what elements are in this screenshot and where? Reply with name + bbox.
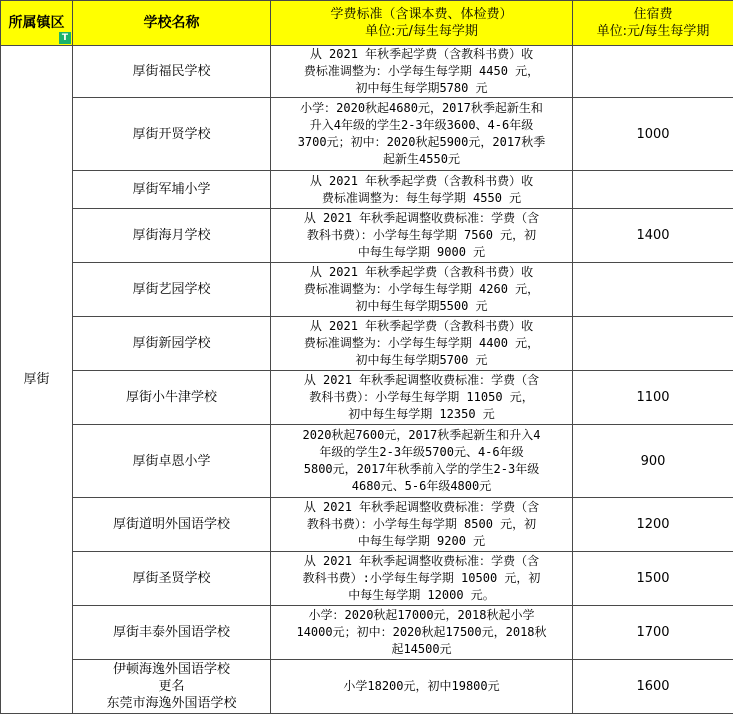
boarding-fee-cell: 900: [573, 425, 733, 498]
tuition-line: 小学18200元，初中19800元: [343, 679, 500, 693]
school-name-line: 东莞市海逸外国语学校: [106, 696, 237, 711]
school-name-cell: [73, 498, 271, 552]
tuition-cell: [271, 498, 573, 552]
tuition-cell: [271, 98, 573, 171]
district-cell: 厚街: [1, 46, 73, 714]
table-body: [1, 46, 733, 714]
tuition-line: 5800元，2017年秋季前入学的学生2-3年级: [303, 462, 540, 476]
tuition-line: 教科书费）：小学每生每学期 7560 元，初: [306, 228, 537, 242]
school-name-line: 厚街海月学校: [132, 228, 211, 243]
table-row: [1, 209, 733, 263]
tuition-cell: [271, 425, 573, 498]
school-name-cell: [73, 171, 271, 209]
district-header-label: 所属镇区: [8, 14, 65, 31]
tuition-line: 从 2021 年秋季起调整收费标准：学费（含: [303, 500, 540, 514]
boarding-fee-cell: 1400: [573, 209, 733, 263]
tuition-line: 初中每生每学期 12350 元: [348, 407, 495, 421]
tuition-line: 4680元、5-6年级4800元: [351, 479, 492, 493]
tuition-line: 从 2021 年秋季起调整收费标准：学费（含: [303, 554, 540, 568]
tuition-line: 初中每生每学期5700 元: [355, 353, 488, 367]
tuition-line: 费标准调整为：小学每生每学期 4450 元，: [303, 64, 540, 78]
tuition-cell: [271, 606, 573, 660]
tuition-cell: [271, 317, 573, 371]
tuition-line: 14000元；初中：2020秋起17500元，2018秋: [296, 625, 547, 639]
board-header-unit: 单位:元/每生每学期: [596, 24, 710, 39]
district-column-header: [1, 1, 73, 46]
boarding-fee-cell: [573, 263, 733, 317]
tuition-line: 费标准调整为：每生每学期 4550 元: [321, 190, 522, 205]
tuition-line: 从 2021 年秋季起学费（含教科书费）收: [309, 173, 534, 188]
table-row: [1, 171, 733, 209]
boarding-fee-cell: 1200: [573, 498, 733, 552]
tuition-line: 中每生每学期 12000 元。: [348, 588, 495, 602]
school-name-line: 厚街小牛津学校: [125, 390, 217, 405]
boarding-fee-cell: [573, 171, 733, 209]
school-name-line: 厚街道明外国语学校: [112, 517, 230, 532]
school-name-cell: [73, 660, 271, 714]
tuition-line: 中每生每学期 9200 元: [357, 534, 486, 548]
boarding-fee-cell: [573, 46, 733, 98]
school-name-cell: [73, 263, 271, 317]
tuition-cell: [271, 371, 573, 425]
boarding-fee-cell: 1700: [573, 606, 733, 660]
tuition-cell: [271, 171, 573, 209]
table-row: [1, 660, 733, 714]
school-name-line: 更名: [158, 679, 185, 694]
tuition-line: 从 2021 年秋季起调整收费标准：学费（含: [303, 373, 540, 387]
tuition-line: 3700元；初中：2020秋起5900元，2017秋季: [297, 135, 546, 149]
school-name-line: 厚街艺园学校: [132, 282, 211, 297]
table-row: [1, 552, 733, 606]
tuition-line: 2020秋起7600元，2017秋季起新生和升入4: [302, 428, 541, 442]
school-name-line: 厚街福民学校: [132, 64, 211, 79]
tuition-line: 从 2021 年秋季起学费（含教科书费）收: [309, 47, 534, 61]
tuition-line: 从 2021 年秋季起学费（含教科书费）收: [309, 265, 534, 279]
school-name-line: 伊顿海逸外国语学校: [112, 662, 230, 677]
tuition-line: 起新生4550元: [383, 152, 460, 166]
table-row: [1, 317, 733, 371]
tuition-line: 升入4年级的学生2-3年级3600、4-6年级: [309, 118, 534, 132]
school-name-line: 厚街丰泰外国语学校: [112, 625, 230, 640]
tuition-line: 教科书费）：小学每生每学期 11050 元，: [309, 390, 534, 404]
tuition-line: 教科书费）:小学每生每学期 10500 元，初: [302, 571, 541, 585]
board-header-title: 住宿费: [633, 7, 673, 22]
tuition-header-unit: 单位:元/每生每学期: [365, 24, 478, 39]
table-row: [1, 498, 733, 552]
school-name-line: 厚街卓恩小学: [132, 453, 211, 469]
board-column-header: [573, 1, 733, 46]
header-row: [1, 1, 733, 46]
tuition-line: 从 2021 年秋季起学费（含教科书费）收: [309, 319, 534, 333]
school-name-cell: [73, 552, 271, 606]
school-name-cell: [73, 209, 271, 263]
boarding-fee-cell: [573, 317, 733, 371]
school-column-header: 学校名称: [73, 1, 271, 46]
boarding-fee-cell: 1000: [573, 98, 733, 171]
table-row: [1, 425, 733, 498]
tuition-cell: [271, 263, 573, 317]
school-name-line: 厚街军埔小学: [132, 182, 211, 197]
tuition-line: 初中每生每学期5500 元: [355, 299, 488, 313]
cell-flag-icon: T: [59, 32, 71, 44]
table-row: [1, 263, 733, 317]
tuition-column-header: [271, 1, 573, 46]
tuition-line: 小学：2020秋起4680元，2017秋季起新生和: [300, 101, 543, 115]
school-name-line: 厚街圣贤学校: [132, 571, 211, 586]
tuition-line: 起14500元: [391, 642, 452, 656]
boarding-fee-cell: 1100: [573, 371, 733, 425]
tuition-cell: [271, 46, 573, 98]
tuition-line: 教科书费）：小学每生每学期 8500 元，初: [306, 517, 537, 531]
school-name-cell: [73, 317, 271, 371]
tuition-line: 费标准调整为：小学每生每学期 4400 元，: [303, 336, 540, 350]
table-row: [1, 98, 733, 171]
tuition-cell: [271, 552, 573, 606]
tuition-line: 小学：2020秋起17000元，2018秋起小学: [308, 608, 535, 622]
tuition-line: 中每生每学期 9000 元: [357, 245, 486, 259]
boarding-fee-cell: 1600: [573, 660, 733, 714]
tuition-line: 从 2021 年秋季起调整收费标准：学费（含: [303, 211, 540, 225]
school-name-cell: [73, 606, 271, 660]
tuition-line: 年级的学生2-3年级5700元、4-6年级: [319, 445, 524, 459]
boarding-fee-cell: 1500: [573, 552, 733, 606]
school-name-cell: [73, 425, 271, 498]
table-row: [1, 46, 733, 98]
school-name-cell: [73, 46, 271, 98]
tuition-line: 费标准调整为：小学每生每学期 4260 元，: [303, 282, 540, 296]
school-name-cell: [73, 98, 271, 171]
school-name-line: 厚街新园学校: [132, 336, 211, 351]
tuition-line: 初中每生每学期5780 元: [355, 81, 488, 95]
school-name-cell: [73, 371, 271, 425]
school-name-line: 厚街开贤学校: [132, 126, 211, 142]
table-row: [1, 371, 733, 425]
tuition-header-title: 学费标准（含课本费、体检费）: [330, 7, 513, 22]
tuition-cell: [271, 209, 573, 263]
tuition-cell: [271, 660, 573, 714]
table-row: [1, 606, 733, 660]
